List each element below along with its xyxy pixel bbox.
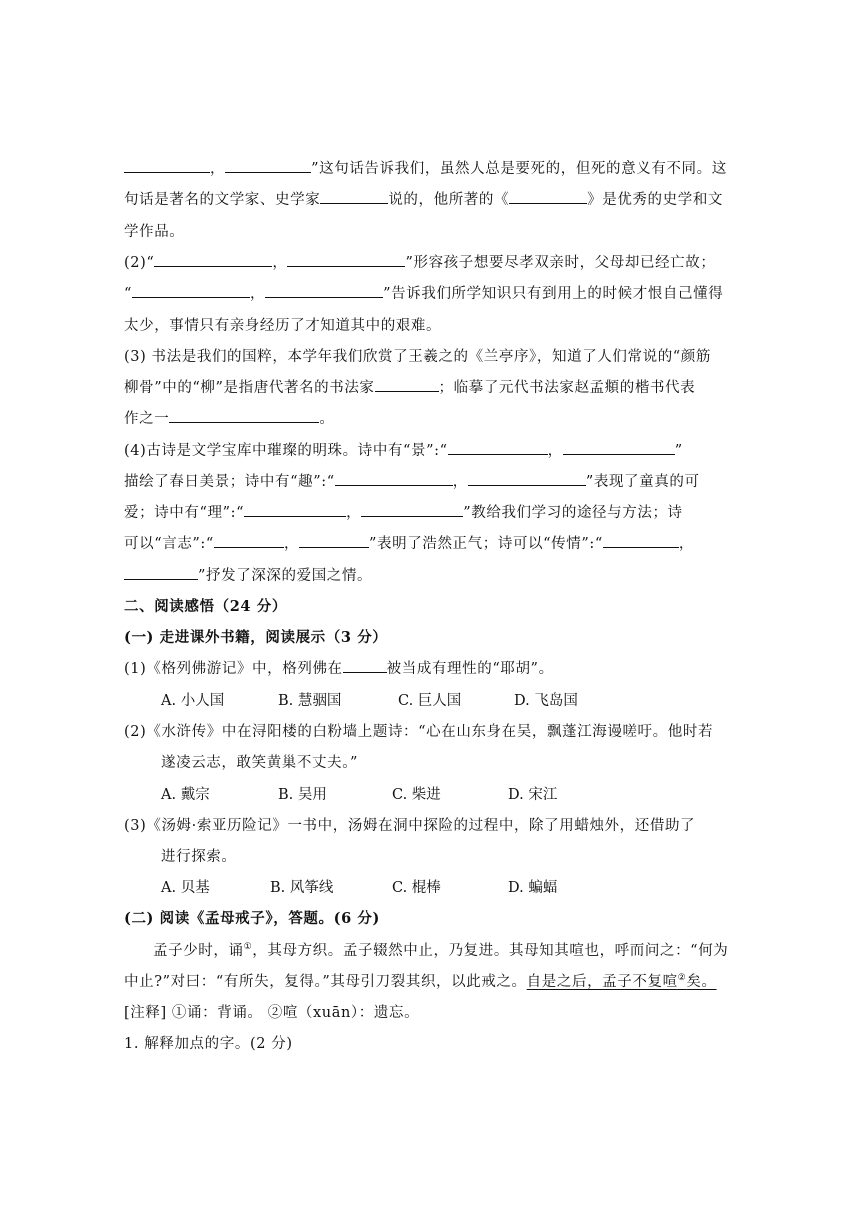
option-text: B. 吴用: [278, 787, 327, 803]
answer-blank[interactable]: [448, 440, 548, 455]
answer-blank[interactable]: [169, 408, 319, 423]
answer-blank[interactable]: [132, 283, 250, 298]
section-title-text: 二、阅读感悟（24 分）: [124, 598, 287, 615]
q2-line-2: [124, 283, 723, 305]
answer-blank[interactable]: [563, 440, 675, 455]
passage-line-1: [153, 940, 728, 962]
question-text: 作之一: [124, 411, 170, 427]
question-text: 柳骨”中的“柳”是指唐代著名的书法家: [124, 380, 375, 396]
option-text: A. 小人国: [161, 693, 225, 709]
option-text: D. 宋江: [508, 787, 558, 803]
answer-blank[interactable]: [509, 189, 587, 204]
question-text: (1)《格列佛游记》中，格列佛在: [124, 661, 343, 677]
option-b[interactable]: [270, 877, 333, 899]
question-text: 1. 解释加点的字。(2 分): [124, 1036, 293, 1052]
option-text: A. 戴宗: [161, 787, 210, 803]
question-text: ”表明了浩然正气；诗可以“传情”:“: [369, 536, 603, 552]
option-text: D. 飞岛国: [514, 693, 578, 709]
footnote-marker: ①: [243, 942, 253, 953]
answer-blank[interactable]: [124, 158, 210, 173]
answer-blank[interactable]: [320, 189, 388, 204]
q4-line-4: [124, 533, 694, 555]
annotation-text: [注释] ①诵：背诵。 ②喧（xuān）：遗忘。: [124, 1005, 420, 1021]
option-d[interactable]: [508, 877, 557, 899]
answer-blank[interactable]: [244, 502, 346, 517]
mcq-1-stem: [124, 658, 554, 680]
question-text: 句话是著名的文学家、史学家: [124, 192, 321, 208]
q2-line-1: [124, 252, 715, 274]
answer-blank[interactable]: [154, 252, 272, 267]
question-text: ”抒发了深深的爱国之情。: [198, 568, 373, 584]
answer-blank[interactable]: [343, 658, 387, 673]
comma: ，: [272, 255, 288, 271]
question-text: 描绘了春日美景；诗中有“趣”:“: [124, 474, 335, 490]
answer-blank[interactable]: [287, 252, 405, 267]
question-1: [124, 1033, 293, 1055]
option-text: C. 柴进: [392, 787, 441, 803]
question-text: 遂凌云志，敢笑黄巢不丈夫。”: [161, 755, 359, 771]
answer-blank[interactable]: [265, 283, 383, 298]
comma: ，: [547, 443, 563, 459]
option-c[interactable]: [392, 784, 441, 806]
question-text: (2)《水浒传》中在浔阳楼的白粉墙上题诗：“心在山东身在吴，飘蓬江海谩嗟吁。他时若: [124, 724, 714, 740]
q4-line-5: [124, 565, 372, 587]
footnote-marker: ②: [677, 973, 687, 984]
option-b[interactable]: [278, 690, 341, 712]
comma: ，: [452, 474, 468, 490]
mcq-2-stem-cont: [161, 752, 358, 774]
option-text: C. 棍棒: [392, 880, 441, 896]
q4-line-1: [124, 440, 683, 462]
passage-text: 孟子少时，诵: [153, 943, 244, 959]
q4-line-3: [124, 502, 683, 524]
question-text: 可以“言志”:“: [124, 536, 214, 552]
subsection-title-text: (一) 走进课外书籍，阅读展示（3 分）: [124, 629, 388, 646]
answer-blank[interactable]: [124, 565, 198, 580]
question-text: 爱；诗中有“理”:“: [124, 505, 245, 521]
option-a[interactable]: [161, 877, 210, 899]
option-a[interactable]: [161, 690, 224, 712]
annotation: [124, 1002, 419, 1024]
q3-line-2: [124, 377, 695, 399]
subsection-title-text: (二) 阅读《孟母戒子》，答题。(6 分): [124, 910, 380, 927]
question-text: ”表现了童真的可: [585, 474, 700, 490]
question-text: (3) 书法是我们的国粹，本学年我们欣赏了王羲之的《兰亭序》，知道了人们常说的“颜筋: [124, 349, 712, 365]
passage-line-2: [124, 971, 717, 993]
passage-text: ，其母方织。孟子辍然中止，乃复进。其母知其喧也，呼而问之：“何为: [252, 943, 729, 959]
question-text: 被当成有理性的“耶胡”。: [386, 661, 554, 677]
comma: ，: [250, 286, 266, 302]
answer-blank[interactable]: [335, 471, 453, 486]
answer-blank[interactable]: [375, 377, 439, 392]
comma: ，: [346, 505, 362, 521]
answer-blank[interactable]: [225, 158, 311, 173]
option-c[interactable]: [392, 877, 441, 899]
passage-text: 自是之后，孟子不复喧: [526, 974, 678, 990]
comma: ，: [283, 536, 300, 552]
option-d[interactable]: [514, 690, 578, 712]
q4-line-2: [124, 471, 700, 493]
question-text: ；临摹了元代书法家赵孟頫的楷书代表: [438, 380, 696, 396]
option-d[interactable]: [508, 784, 557, 806]
question-text: ”这句话告诉我们，虽然人总是要死的，但死的意义有不同。这: [311, 161, 727, 177]
section-title: [124, 596, 287, 618]
subsection-title-1: [124, 627, 387, 649]
q2-line-3: [124, 315, 441, 337]
question-text: 。: [319, 411, 335, 427]
option-text: D. 蝙蝠: [508, 880, 558, 896]
answer-blank[interactable]: [603, 533, 679, 548]
answer-blank[interactable]: [361, 502, 463, 517]
mcq-2-stem: [124, 721, 713, 743]
fill-line-2: [124, 189, 723, 211]
q3-line-3: [124, 408, 334, 430]
question-text: 进行探索。: [161, 849, 237, 865]
mcq-3-stem-cont: [161, 846, 237, 868]
question-text: (4)古诗是文学宝库中璀璨的明珠。诗中有“景”:“: [124, 443, 448, 459]
option-a[interactable]: [161, 784, 210, 806]
question-text: ”形容孩子想要尽孝双亲时，父母却已经亡故；: [405, 255, 716, 271]
option-text: C. 巨人国: [398, 693, 462, 709]
question-text: ”教给我们学习的途径与方法；诗: [463, 505, 683, 521]
q3-line-1: [124, 346, 711, 368]
question-text: 太少，事情只有亲身经历了才知道其中的艰难。: [124, 318, 442, 334]
mcq-3-stem: [124, 815, 695, 837]
comma: ，: [678, 536, 694, 552]
fill-line-3: [124, 221, 184, 243]
option-text: A. 贝基: [161, 880, 210, 896]
answer-blank[interactable]: [299, 533, 369, 548]
question-text: 说的，他所著的《: [388, 192, 510, 208]
option-text: B. 慧骃国: [278, 693, 342, 709]
underlined-sentence: [527, 974, 717, 990]
subsection-title-2: [124, 908, 380, 930]
fill-line-1: [124, 158, 727, 180]
question-text: ”告诉我们所学知识只有到用上的时候才恨自己懂得: [383, 286, 724, 302]
option-b[interactable]: [278, 784, 327, 806]
passage-text: 中止?”对曰：“有所失，复得。”其母引刀裂其织，以此戒之。: [124, 974, 527, 990]
comma: ，: [210, 161, 226, 177]
question-text: (3)《汤姆·索亚历险记》一书中，汤姆在洞中探险的过程中，除了用蜡烛外，还借助了: [124, 818, 696, 834]
answer-blank[interactable]: [214, 533, 284, 548]
question-text: 》是优秀的史学和文: [587, 192, 724, 208]
passage-text: 矣。: [686, 974, 717, 990]
option-c[interactable]: [398, 690, 461, 712]
question-number: (2)“: [124, 255, 155, 271]
option-text: B. 风筝线: [270, 880, 334, 896]
answer-blank[interactable]: [468, 471, 586, 486]
question-text: 学作品。: [124, 224, 185, 240]
quote-mark: ”: [674, 443, 683, 459]
quote-mark: “: [124, 286, 133, 302]
